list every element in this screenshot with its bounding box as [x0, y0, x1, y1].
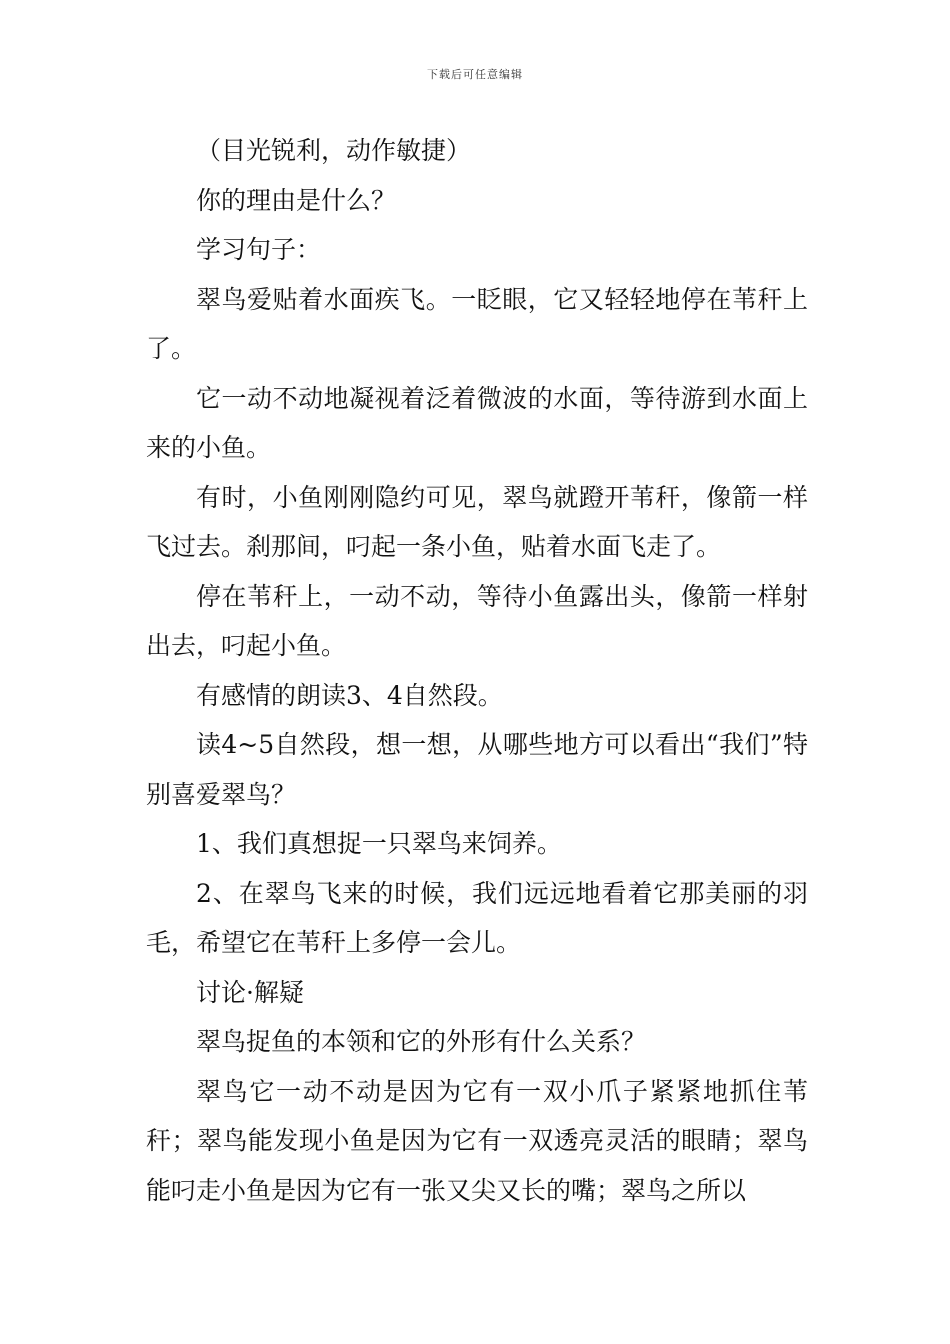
- paragraph: （目光锐利，动作敏捷）: [196, 136, 472, 165]
- paragraph: 它一动不动地凝视着泛着微波的水面，等待游到水面上来的小鱼。: [146, 383, 808, 462]
- document-body: [146, 126, 808, 1215]
- page-header: 下载后可任意编辑: [427, 68, 523, 81]
- paragraph: 1、我们真想捉一只翠鸟来饲养。: [196, 829, 562, 858]
- paragraph: 翠鸟它一动不动是因为它有一双小爪子紧紧地抓住苇秆；翠鸟能发现小鱼是因为它有一双透亮灵活的眼睛；翠鸟能叼走小鱼是因为它有一张又尖又长的嘴；翠鸟之所以: [146, 1076, 808, 1205]
- paragraph: 2、在翠鸟飞来的时候，我们远远地看着它那美丽的羽毛，希望它在苇秆上多停一会儿。: [146, 878, 808, 957]
- paragraph: 翠鸟爱贴着水面疾飞。一眨眼，它又轻轻地停在苇秆上了。: [146, 284, 808, 363]
- section-heading: 讨论·解疑: [196, 977, 304, 1007]
- paragraph: 有感情的朗读3、4自然段。: [196, 680, 503, 710]
- paragraph: 停在苇秆上，一动不动，等待小鱼露出头，像箭一样射出去，叼起小鱼。: [146, 581, 808, 660]
- paragraph: 读4~5自然段，想一想，从哪些地方可以看出“我们”特别喜爱翠鸟？: [146, 730, 808, 809]
- paragraph: 学习句子：: [196, 235, 322, 264]
- paragraph: 有时，小鱼刚刚隐约可见，翠鸟就蹬开苇秆，像箭一样飞过去。刹那间，叼起一条小鱼，贴着水面飞走了。: [146, 482, 808, 561]
- paragraph: 你的理由是什么？: [196, 185, 397, 215]
- paragraph: 翠鸟捉鱼的本领和它的外形有什么关系？: [196, 1027, 647, 1056]
